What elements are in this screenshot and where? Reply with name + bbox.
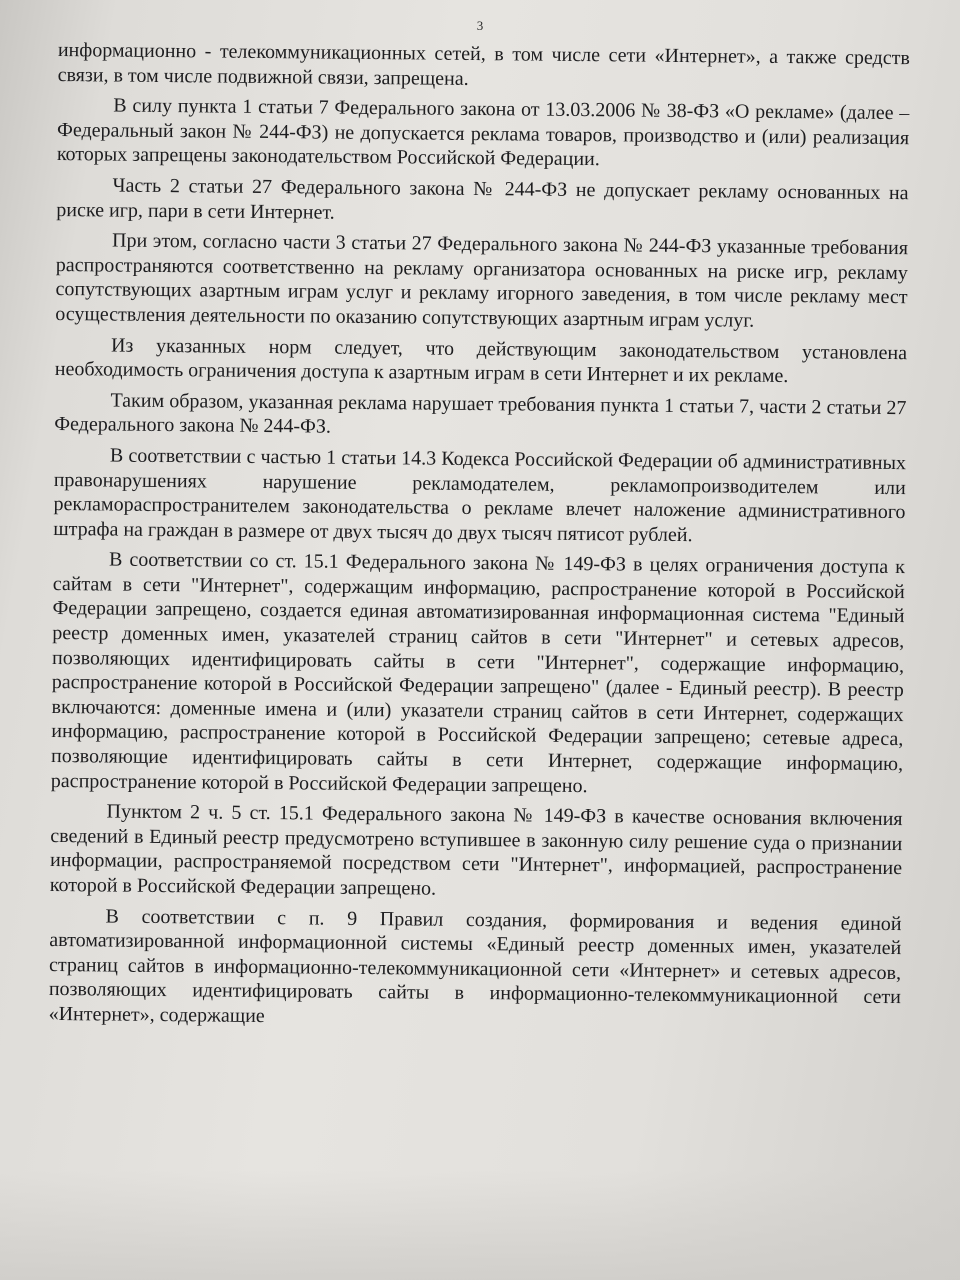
page-number: 3 <box>476 18 484 33</box>
document-body <box>48 38 910 1041</box>
paragraph: Часть 2 статьи 27 Федерального закона № 244-ФЗ не допускает рекламу основанных на риске игр, пари в сети Интернет. <box>56 174 909 224</box>
paragraph: В соответствии с частью 1 статьи 14.3 Кодекса Российской Федерации об административных правонарушениях нарушение рекламодателем, рекламопроизводителем или рекламораспространителем законодательства о рекламе влечет наложение административного штрафа на граждан в размере от двух тысяч до двух тысяч пятисот рублей. <box>53 444 907 546</box>
paragraph: В соответствии со ст. 15.1 Федерального закона № 149-ФЗ в целях ограничения доступа к сайтам в сети "Интернет", содержащим информацию, распространение которой в Российской Федерации запрещено, создается единая автоматизированная информационная система "Единый реестр доменных имен, указателей страниц сайтов в сети "Интернет" и сетевых адресов, позволяющих идентифицировать сайты в сети "Интернет", содержащие информацию, распространение которой в Российской Федерации запрещено" (далее - Единый реестр). В реестр включаются: доменные имена и (или) указатели страниц сайтов в сети Интернет, содержащих информацию, распространение которой в Российской Федерации запрещено; сетевые адреса, позволяющие идентифицировать сайты в сети Интернет, содержащие информацию, распространение которой в Российской Федерации запрещено. <box>50 548 906 797</box>
paragraph: Пунктом 2 ч. 5 ст. 15.1 Федерального закона № 149-ФЗ в качестве основания включения сведений в Единый реестр предусмотрено вступившее в законную силу решение суда о признании информации, распространяемой посредством сети "Интернет", информацией, распространение которой в Российской Федерации запрещено. <box>49 800 903 900</box>
paragraph: При этом, согласно части 3 статьи 27 Федерального закона № 244-ФЗ указанные требования распространяются соответственно на рекламу организатора основанных на риске игр, рекламу сопутствующих азартным играм услуг и рекламу игорного заведения, в том числе рекламу мест осуществления деятельности по оказанию сопутствующих азартным играм услуг. <box>55 229 909 332</box>
paragraph: В силу пункта 1 статьи 7 Федерального закона от 13.03.2006 № 38-ФЗ «О рекламе» (далее – Федеральный закон № 244-ФЗ) не допускается реклама товаров, производство и (или) реализация которых запрещены законодательством Российской Федерации. <box>56 94 910 171</box>
bottom-shadow <box>0 1170 960 1280</box>
paragraph: Таким образом, указанная реклама нарушает требования пункта 1 статьи 7, части 2 статьи 27 Федерального закона № 244-ФЗ. <box>54 389 907 438</box>
paragraph: Из указанных норм следует, что действующим законодательством установлена необходимость ограничения доступа к азартным играм в сети Интернет и их рекламе. <box>54 334 908 388</box>
paragraph: информационно - телекоммуникационных сетей, в том числе сети «Интернет», а также средств связи, в том числе подвижной связи, запрещена. <box>57 38 910 90</box>
paragraph: В соответствии с п. 9 Правил создания, формирования и ведения единой автоматизированной информационной системы «Единый реестр доменных имен, указателей страниц сайтов в информационно-телекоммуникационной сети «Интернет» и сетевых адресов, позволяющих идентифицировать сайты в информационно-телекоммуникационной сети «Интернет», содержащие <box>48 905 902 1027</box>
